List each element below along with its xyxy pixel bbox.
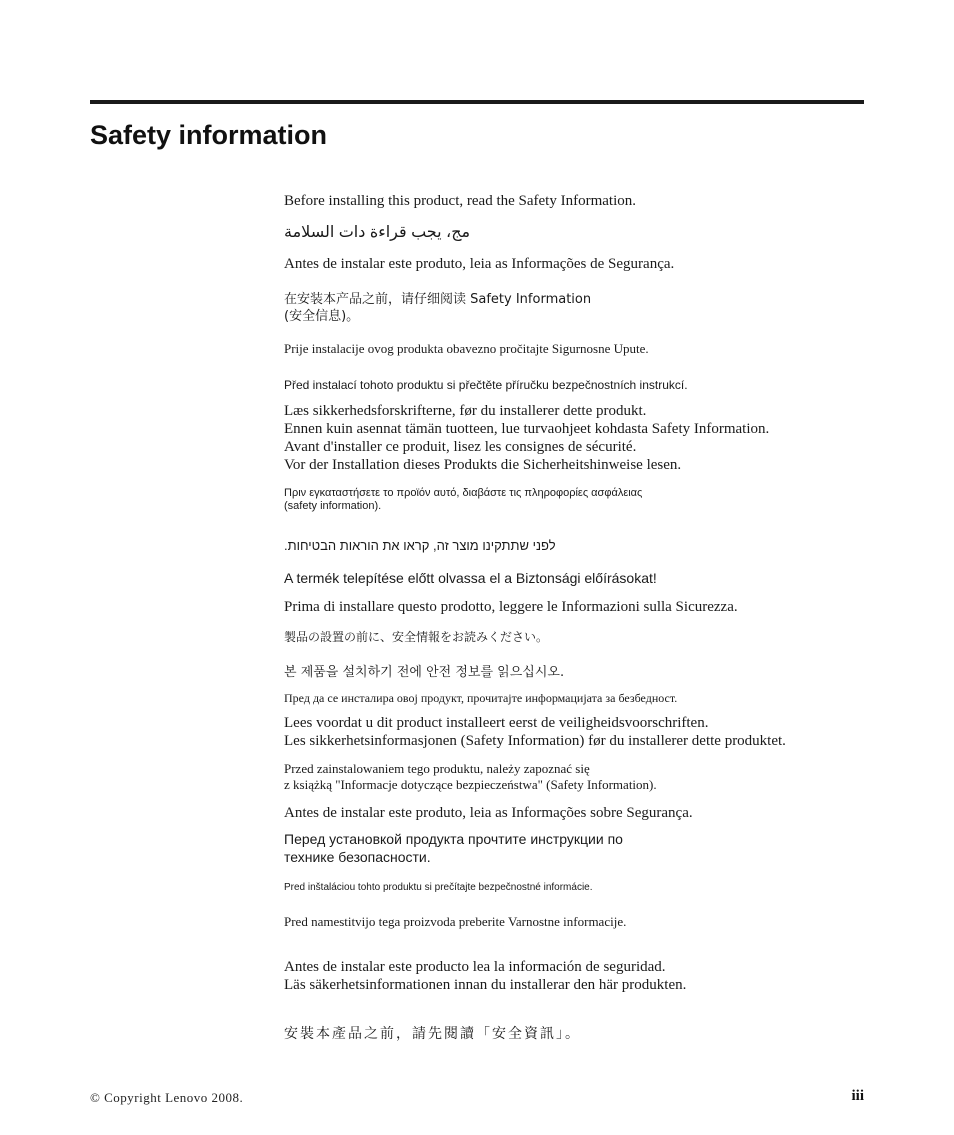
notice-croatian: Prije instalacije ovog produkta obavezno pročitajte Sigurnosne Upute. xyxy=(284,341,649,356)
notice-danish: Læs sikkerhedsforskrifterne, før du installerer dette produkt. xyxy=(284,403,647,419)
notice-slovenian: Pred namestitvijo tega proizvoda preberite Varnostne informacije. xyxy=(284,914,627,929)
notice-greek-2: (safety information). xyxy=(284,500,382,512)
notice-macedonian: Пред да се инсталира овој продукт, прочитајте информацијата за безбедност. xyxy=(284,691,678,705)
notice-czech: Před instalací tohoto produktu si přečtěte příručku bezpečnostních instrukcí. xyxy=(284,378,688,392)
notice-italian: Prima di installare questo prodotto, leggere le Informazioni sulla Sicurezza. xyxy=(284,599,738,615)
notice-portuguese: Antes de instalar este produto, leia as Informações sobre Segurança. xyxy=(284,805,693,821)
page-title: Safety information xyxy=(90,120,328,150)
notice-norwegian: Les sikkerhetsinformasjonen (Safety Information) før du installerer dette produktet. xyxy=(284,733,786,749)
notice-portuguese-br: Antes de instalar este produto, leia as Informações de Segurança. xyxy=(284,256,675,272)
notice-arabic: مج، يجب قراءة دات السلامة xyxy=(284,224,471,241)
notice-swedish: Läs säkerhetsinformationen innan du installerar den här produkten. xyxy=(284,977,687,993)
notice-chinese-simplified-2: (安全信息)。 xyxy=(284,309,360,324)
notice-english: Before installing this product, read the Safety Information. xyxy=(284,193,636,209)
notice-korean: 본 제품을 설치하기 전에 안전 정보를 읽으십시오. xyxy=(284,665,565,680)
notice-hebrew: לפני שתתקינו מוצר זה, קראו את הוראות הבטיחות. xyxy=(284,538,556,553)
notice-japanese: 製品の設置の前に、安全情報をお読みください。 xyxy=(284,630,549,644)
notice-spanish: Antes de instalar este producto lea la información de seguridad. xyxy=(284,959,666,975)
notice-hungarian: A termék telepítése előtt olvassa el a Biztonsági előírásokat! xyxy=(284,570,657,586)
notice-chinese-traditional: 安裝本產品之前，請先閱讀「安全資訊」。 xyxy=(284,1026,581,1042)
notice-greek: Πριν εγκαταστήσετε το προϊόν αυτό, διαβάστε τις πληροφορίες ασφάλειας xyxy=(284,487,643,499)
header-rule xyxy=(90,100,864,104)
notice-german: Vor der Installation dieses Produkts die Sicherheitshinweise lesen. xyxy=(284,457,682,473)
notice-polish-2: z książką "Informacje dotyczące bezpieczeństwa" (Safety Information). xyxy=(284,777,657,792)
footer-page-number: iii xyxy=(851,1088,864,1104)
notice-slovak: Pred inštaláciou tohto produktu si prečítajte bezpečnostné informácie. xyxy=(284,882,593,893)
notice-polish: Przed zainstalowaniem tego produktu, należy zapoznać się xyxy=(284,761,590,776)
footer-copyright: © Copyright Lenovo 2008. xyxy=(90,1090,244,1105)
notice-russian-2: технике безопасности. xyxy=(284,849,431,865)
notice-chinese-simplified: 在安装本产品之前，请仔细阅读 Safety Information xyxy=(284,292,592,307)
notice-russian: Перед установкой продукта прочтите инструкции по xyxy=(284,831,623,847)
notice-finnish: Ennen kuin asennat tämän tuotteen, lue turvaohjeet kohdasta Safety Information. xyxy=(284,421,770,437)
notice-french: Avant d'installer ce produit, lisez les consignes de sécurité. xyxy=(284,439,637,455)
notice-dutch: Lees voordat u dit product installeert eerst de veiligheidsvoorschriften. xyxy=(284,715,709,731)
